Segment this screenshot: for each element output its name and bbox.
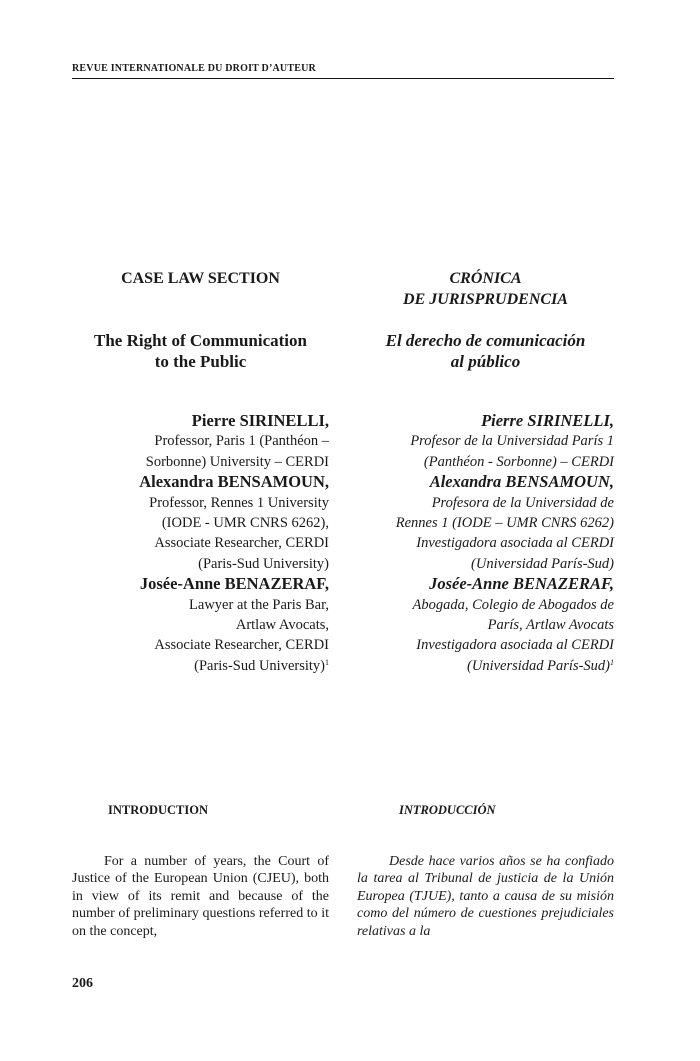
author-name: Josée-Anne BENAZERAF,: [139, 574, 329, 594]
section-line: CRÓNICA: [449, 270, 522, 287]
author-affiliation: [72, 656, 329, 676]
section-line: DE JURISPRUDENCIA: [403, 291, 568, 308]
author-affiliation: (Panthéon - Sorbonne) – CERDI: [423, 453, 614, 470]
page-number: 206: [72, 976, 93, 991]
author-affiliation: Professor, Paris 1 (Panthéon –: [154, 433, 329, 450]
section-heading: CASE LAW SECTION: [121, 270, 280, 287]
author-affiliation-text: (Paris-Sud University): [194, 657, 325, 674]
title-line: to the Public: [154, 352, 247, 371]
author-affiliation: Profesor de la Universidad París 1: [410, 433, 614, 450]
author-affiliation: París, Artlaw Avocats: [487, 617, 614, 634]
author-name: Alexandra BENSAMOUN,: [429, 472, 614, 492]
author-affiliation: Associate Researcher, CERDI: [154, 637, 329, 654]
author-affiliation: Investigadora asociada al CERDI: [416, 535, 614, 552]
title-line: The Right of Communication: [94, 331, 307, 350]
author-affiliation: (Universidad París-Sud): [471, 555, 614, 572]
author-affiliation: Professor, Rennes 1 University: [149, 494, 329, 511]
article-title: [72, 330, 329, 372]
intro-paragraph: Desde hace varios años se ha confiado la tarea al Tribunal de justicia de la Unión Europea (TJUE), tanto a causa de su misión como del número de cuestiones prejudiciales relativas a la: [357, 854, 614, 939]
author-name: Pierre SIRINELLI,: [191, 411, 329, 430]
author-block: [357, 411, 614, 676]
author-affiliation: Sorbonne) University – CERDI: [145, 453, 329, 470]
author-affiliation: Profesora de la Universidad de: [431, 494, 614, 511]
author-affiliation: (Paris-Sud University): [198, 555, 329, 572]
intro-paragraph: For a number of years, the Court of Justice of the European Union (CJEU), both in view of its remit and because of the number of preliminary questions referred to it on the concept,: [72, 854, 329, 939]
intro-heading: INTRODUCCIÓN: [399, 803, 496, 817]
author-affiliation: Lawyer at the Paris Bar,: [189, 596, 329, 613]
running-head: REVUE INTERNATIONALE DU DROIT D’AUTEUR: [72, 63, 316, 74]
author-affiliation: [357, 656, 614, 676]
author-name: Josée-Anne BENAZERAF,: [429, 574, 614, 594]
author-affiliation: Abogada, Colegio de Abogados de: [412, 596, 614, 613]
author-affiliation: Associate Researcher, CERDI: [154, 535, 329, 552]
author-affiliation: (IODE - UMR CNRS 6262),: [161, 515, 329, 532]
author-affiliation: Artlaw Avocats,: [235, 617, 329, 634]
title-line: El derecho de comunicación: [385, 331, 586, 350]
author-name: Alexandra BENSAMOUN,: [139, 472, 329, 492]
article-title: [357, 330, 614, 372]
section-heading: [357, 268, 614, 310]
author-affiliation: Investigadora asociada al CERDI: [416, 637, 614, 654]
title-line: al público: [450, 352, 521, 371]
author-block: [72, 411, 329, 676]
header-rule: [72, 78, 614, 79]
footnote-marker[interactable]: 1: [610, 657, 614, 667]
author-affiliation: Rennes 1 (IODE – UMR CNRS 6262): [395, 515, 614, 532]
author-name: Pierre SIRINELLI,: [481, 411, 614, 430]
author-affiliation-text: (Universidad París-Sud): [467, 657, 610, 674]
intro-heading: INTRODUCTION: [108, 803, 209, 817]
footnote-marker[interactable]: 1: [325, 657, 329, 667]
